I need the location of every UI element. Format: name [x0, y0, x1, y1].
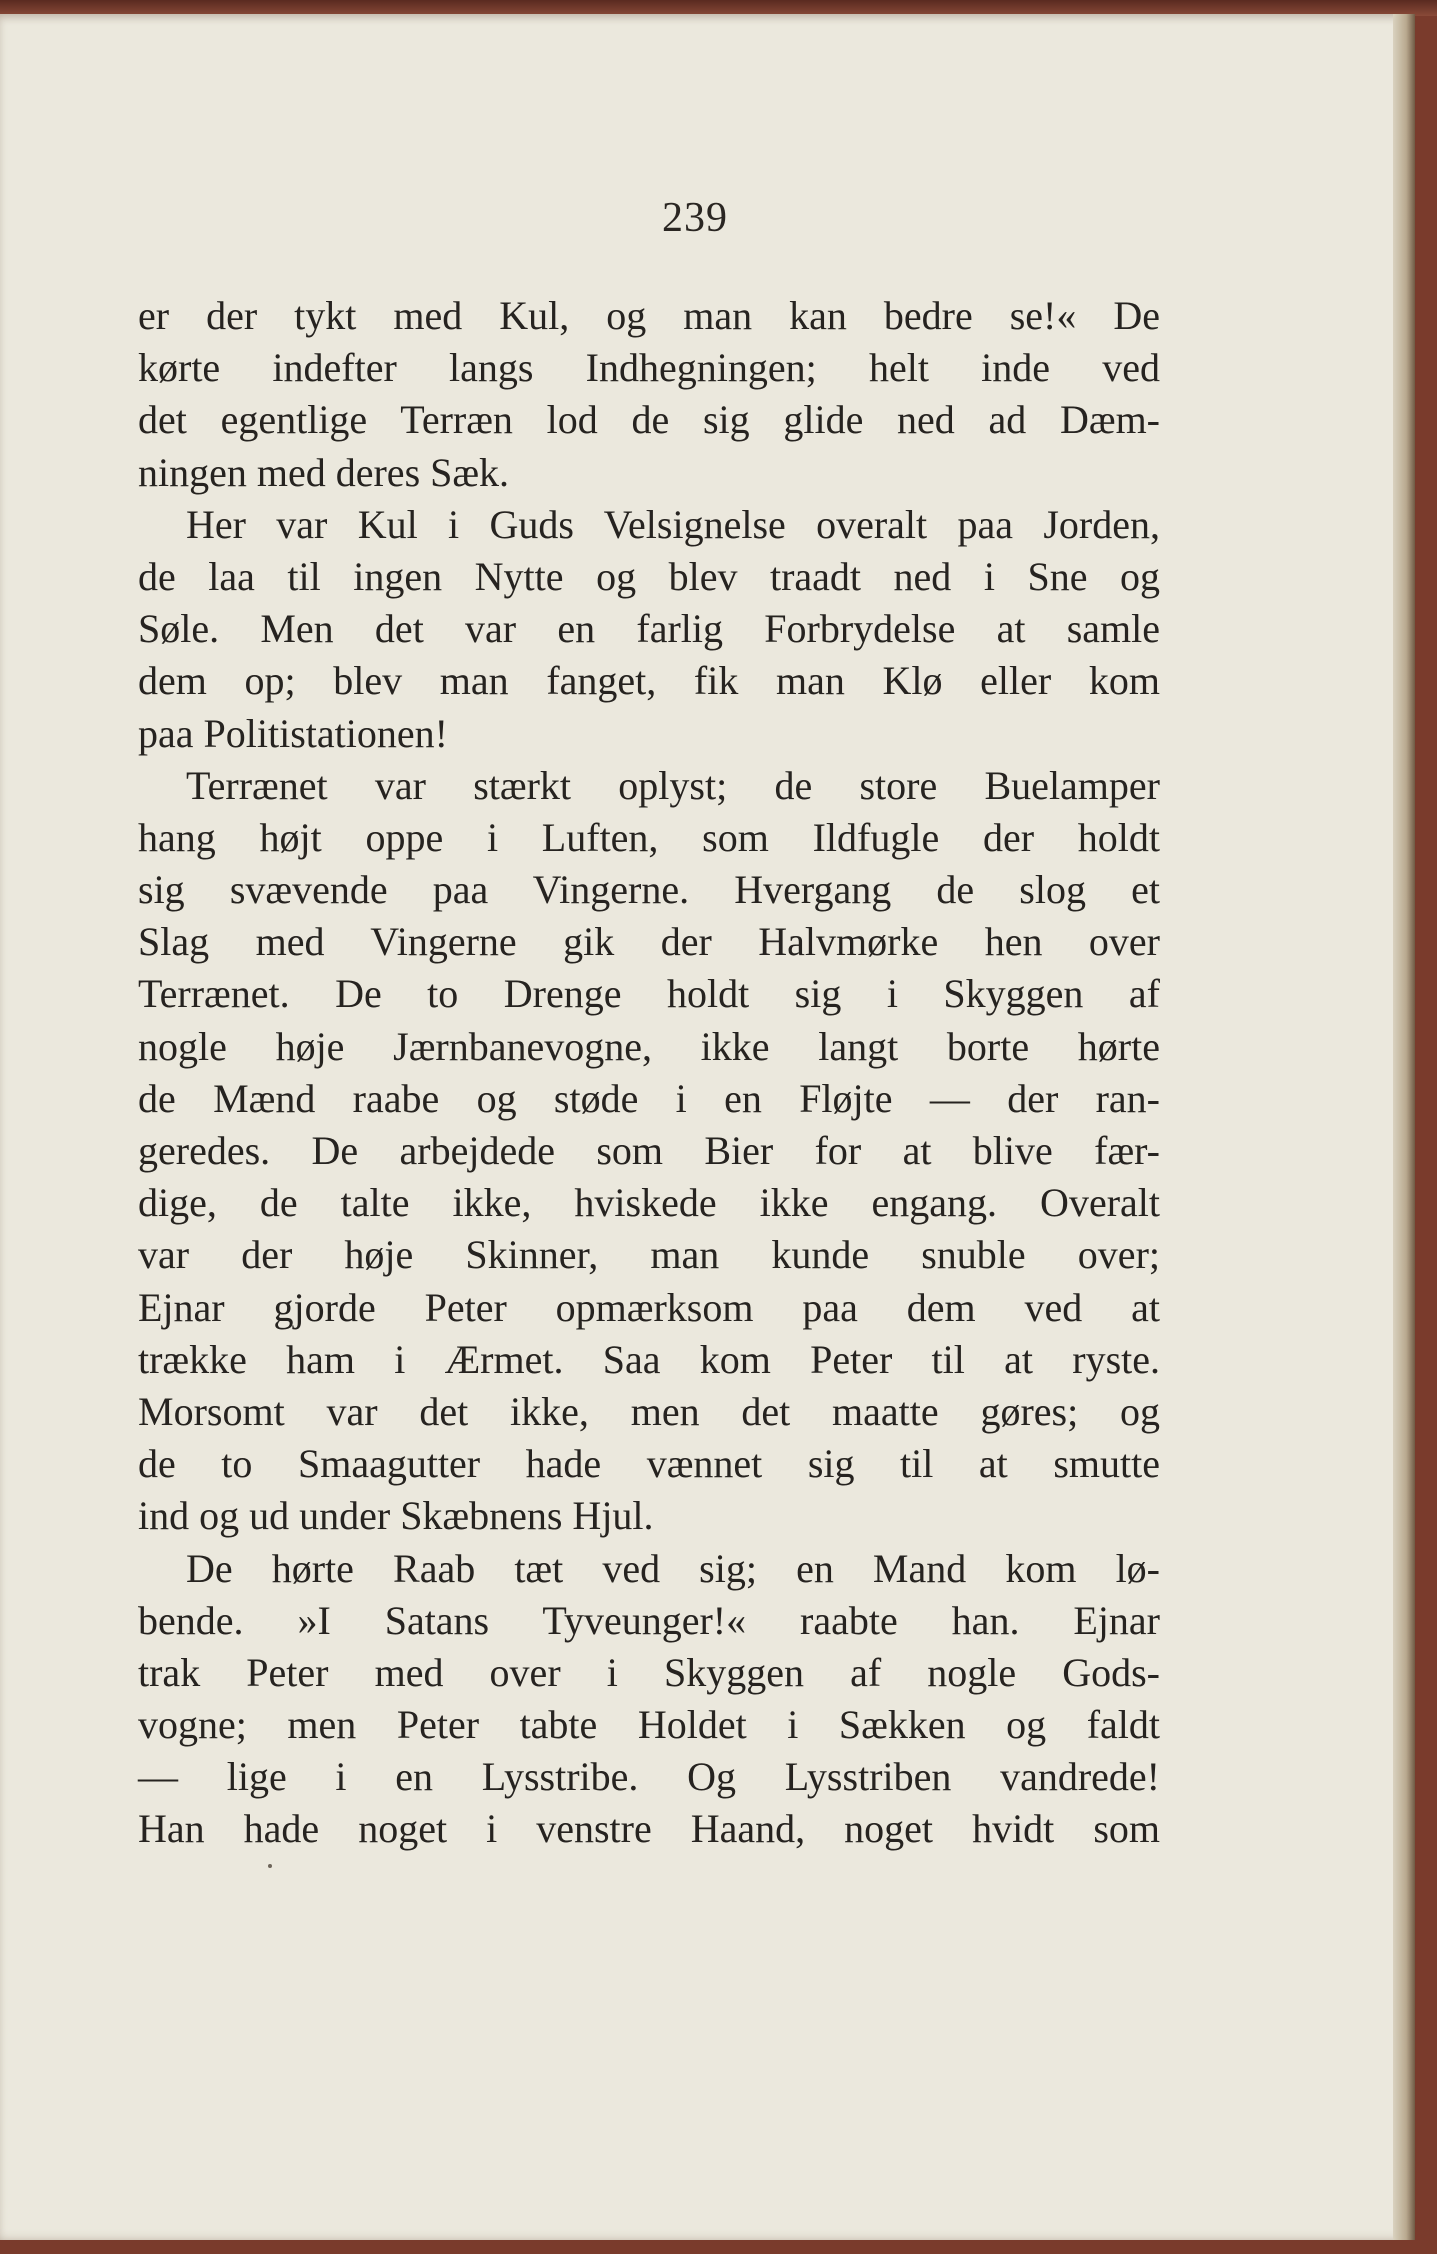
text-line: Morsomt var det ikke, men det maatte gøres; og	[138, 1388, 1160, 1434]
text-line: ind og ud under Skæbnens Hjul.	[138, 1493, 654, 1539]
text-line: dem op; blev man fanget, fik man Klø eller kom	[138, 658, 1160, 704]
text-line: Her var Kul i Guds Velsignelse overalt paa Jorden,	[186, 501, 1160, 547]
body-text	[138, 290, 1160, 1856]
text-line: Terrænet var stærkt oplyst; de store Buelamper	[186, 762, 1160, 808]
text-line: geredes. De arbejdede som Bier for at blive fær-	[138, 1128, 1160, 1173]
page-gutter	[1393, 14, 1415, 2240]
text-line: Søle. Men det var en farlig Forbrydelse at samle	[138, 606, 1160, 652]
text-line: dige, de talte ikke, hviskede ikke engang. Overalt	[138, 1180, 1160, 1226]
text-line: sig svævende paa Vingerne. Hvergang de slog et	[138, 867, 1160, 913]
text-line: Terrænet. De to Drenge holdt sig i Skyggen af	[138, 971, 1160, 1017]
text-line: bende. »I Satans Tyveunger!« raabte han. Ejnar	[138, 1597, 1160, 1643]
text-line: Han hade noget i venstre Haand, noget hvidt som	[138, 1806, 1160, 1852]
text-line: det egentlige Terræn lod de sig glide ned ad Dæm-	[138, 397, 1160, 443]
text-line: paa Politistationen!	[138, 710, 448, 756]
text-line: de Mænd raabe og støde i en Fløjte — der ran-	[138, 1075, 1160, 1121]
text-line: kørte indefter langs Indhegningen; helt inde ved	[138, 345, 1160, 391]
text-line: vogne; men Peter tabte Holdet i Sækken og faldt	[138, 1702, 1160, 1748]
text-line: nogle høje Jærnbanevogne, ikke langt borte hørte	[138, 1023, 1160, 1069]
text-line: de to Smaagutter hade vænnet sig til at smutte	[138, 1441, 1160, 1487]
text-line: er der tykt med Kul, og man kan bedre se!« De	[138, 293, 1160, 338]
text-line: trak Peter med over i Skyggen af nogle Gods-	[138, 1649, 1160, 1695]
scan-speck	[268, 1864, 272, 1868]
text-line: trække ham i Ærmet. Saa kom Peter til at ryste.	[138, 1336, 1160, 1382]
text-line: hang højt oppe i Luften, som Ildfugle der holdt	[138, 814, 1160, 860]
text-line: ningen med deres Sæk.	[138, 449, 510, 495]
text-line: De hørte Raab tæt ved sig; en Mand kom lø-	[186, 1545, 1160, 1591]
text-line: Slag med Vingerne gik der Halvmørke hen over	[138, 919, 1160, 965]
text-line: de laa til ingen Nytte og blev traadt ned i Sne og	[138, 553, 1160, 599]
text-line: — lige i en Lysstribe. Og Lysstriben vandrede!	[138, 1754, 1160, 1800]
text-line: Ejnar gjorde Peter opmærksom paa dem ved at	[138, 1284, 1160, 1330]
book-page	[0, 14, 1415, 2240]
text-line: var der høje Skinner, man kunde snuble over;	[138, 1232, 1160, 1278]
page-number: 239	[662, 195, 728, 241]
